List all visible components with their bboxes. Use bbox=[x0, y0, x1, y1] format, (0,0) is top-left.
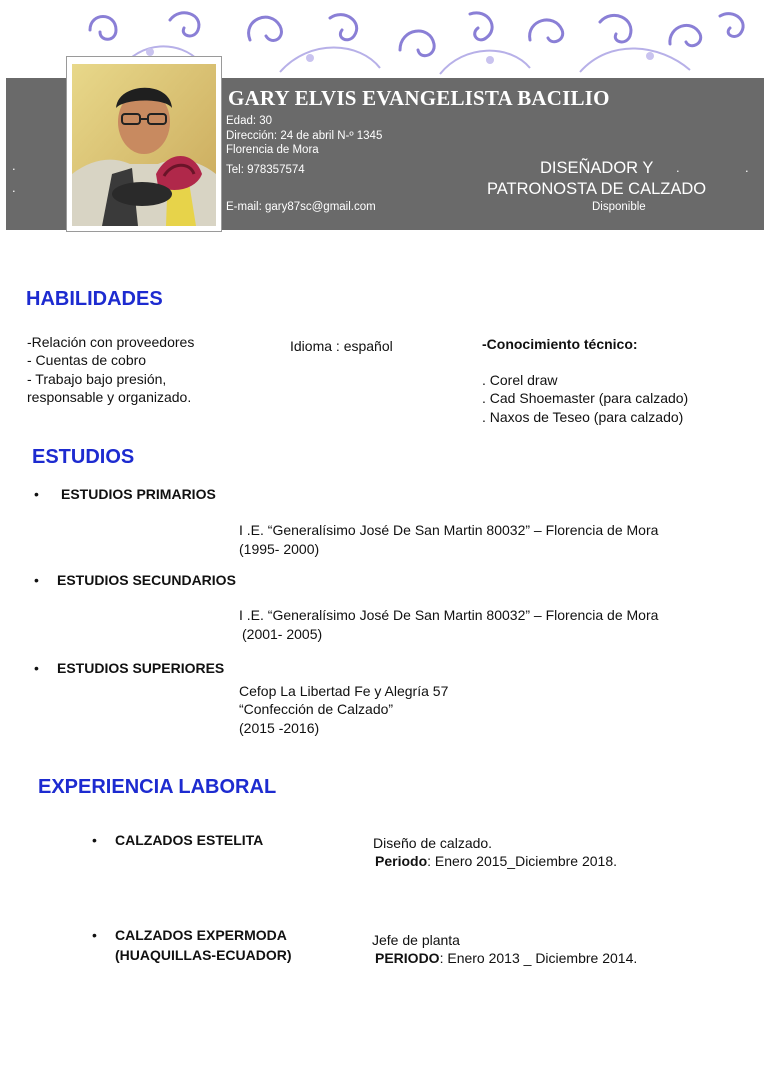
email-text: E-mail: gary87sc@gmail.com bbox=[226, 201, 376, 213]
study-level: ESTUDIOS PRIMARIOS bbox=[61, 486, 216, 502]
language-text: Idioma : español bbox=[290, 338, 393, 354]
study-school: I .E. “Generalísimo José De San Martin 80032” – Florencia de Mora bbox=[239, 607, 659, 623]
job-period bbox=[375, 852, 617, 871]
job-period-label: PERIODO bbox=[375, 950, 440, 966]
skills-title: HABILIDADES bbox=[26, 288, 163, 310]
dot-mark: . bbox=[12, 158, 16, 173]
city-text: Florencia de Mora bbox=[226, 144, 319, 156]
study-level: ESTUDIOS SECUNDARIOS bbox=[57, 572, 236, 588]
tech-knowledge-title: -Conocimiento técnico: bbox=[482, 336, 638, 352]
bullet-icon: • bbox=[34, 660, 39, 676]
study-school: Cefop La Libertad Fe y Alegría 57 bbox=[239, 683, 449, 699]
dot-mark: . bbox=[676, 160, 680, 175]
candidate-name: GARY ELVIS EVANGELISTA BACILIO bbox=[228, 86, 610, 110]
experience-title: EXPERIENCIA LABORAL bbox=[38, 776, 277, 798]
tech-item: . Cad Shoemaster (para calzado) bbox=[482, 390, 689, 406]
dot-mark: . bbox=[745, 160, 749, 175]
study-school: I .E. “Generalísimo José De San Martin 80032” – Florencia de Mora bbox=[239, 522, 659, 538]
tech-item: . Naxos de Teseo (para calzado) bbox=[482, 409, 684, 425]
age-text: Edad: 30 bbox=[226, 115, 273, 127]
bullet-icon: • bbox=[92, 927, 97, 943]
dot-mark: . bbox=[12, 180, 16, 195]
skill-item: - Cuentas de cobro bbox=[27, 352, 147, 368]
study-years: (2015 -2016) bbox=[239, 720, 320, 736]
job-position: Diseño de calzado. bbox=[373, 835, 493, 851]
study-years: (1995- 2000) bbox=[239, 541, 320, 557]
job-period-value: : Enero 2015_Diciembre 2018. bbox=[427, 853, 618, 869]
phone-text: Tel: 978357574 bbox=[226, 164, 305, 176]
role-line-1: DISEÑADOR Y bbox=[540, 159, 654, 177]
study-course: “Confección de Calzado” bbox=[239, 701, 394, 717]
job-period bbox=[375, 949, 637, 968]
skill-item: -Relación con proveedores bbox=[27, 334, 195, 350]
job-company: CALZADOS ESTELITA bbox=[115, 832, 264, 848]
job-period-label: Periodo bbox=[375, 853, 428, 869]
studies-title: ESTUDIOS bbox=[32, 446, 135, 468]
job-company-location: (HUAQUILLAS-ECUADOR) bbox=[115, 947, 292, 963]
availability-text: Disponible bbox=[592, 201, 646, 213]
bullet-icon: • bbox=[92, 832, 97, 848]
profile-photo bbox=[72, 64, 216, 226]
role-line-2: PATRONOSTA DE CALZADO bbox=[487, 180, 707, 198]
job-position: Jefe de planta bbox=[372, 932, 460, 948]
job-company: CALZADOS EXPERMODA bbox=[115, 927, 287, 943]
skill-item: responsable y organizado. bbox=[27, 389, 192, 405]
job-period-value: : Enero 2013 _ Diciembre 2014. bbox=[439, 950, 638, 966]
tech-item: . Corel draw bbox=[482, 372, 558, 388]
study-years: (2001- 2005) bbox=[242, 626, 323, 642]
skill-item: - Trabajo bajo presión, bbox=[27, 371, 167, 387]
bullet-icon: • bbox=[34, 572, 39, 588]
study-level: ESTUDIOS SUPERIORES bbox=[57, 660, 225, 676]
bullet-icon: • bbox=[34, 486, 39, 502]
address-text: Dirección: 24 de abril N-º 1345 bbox=[226, 130, 383, 142]
